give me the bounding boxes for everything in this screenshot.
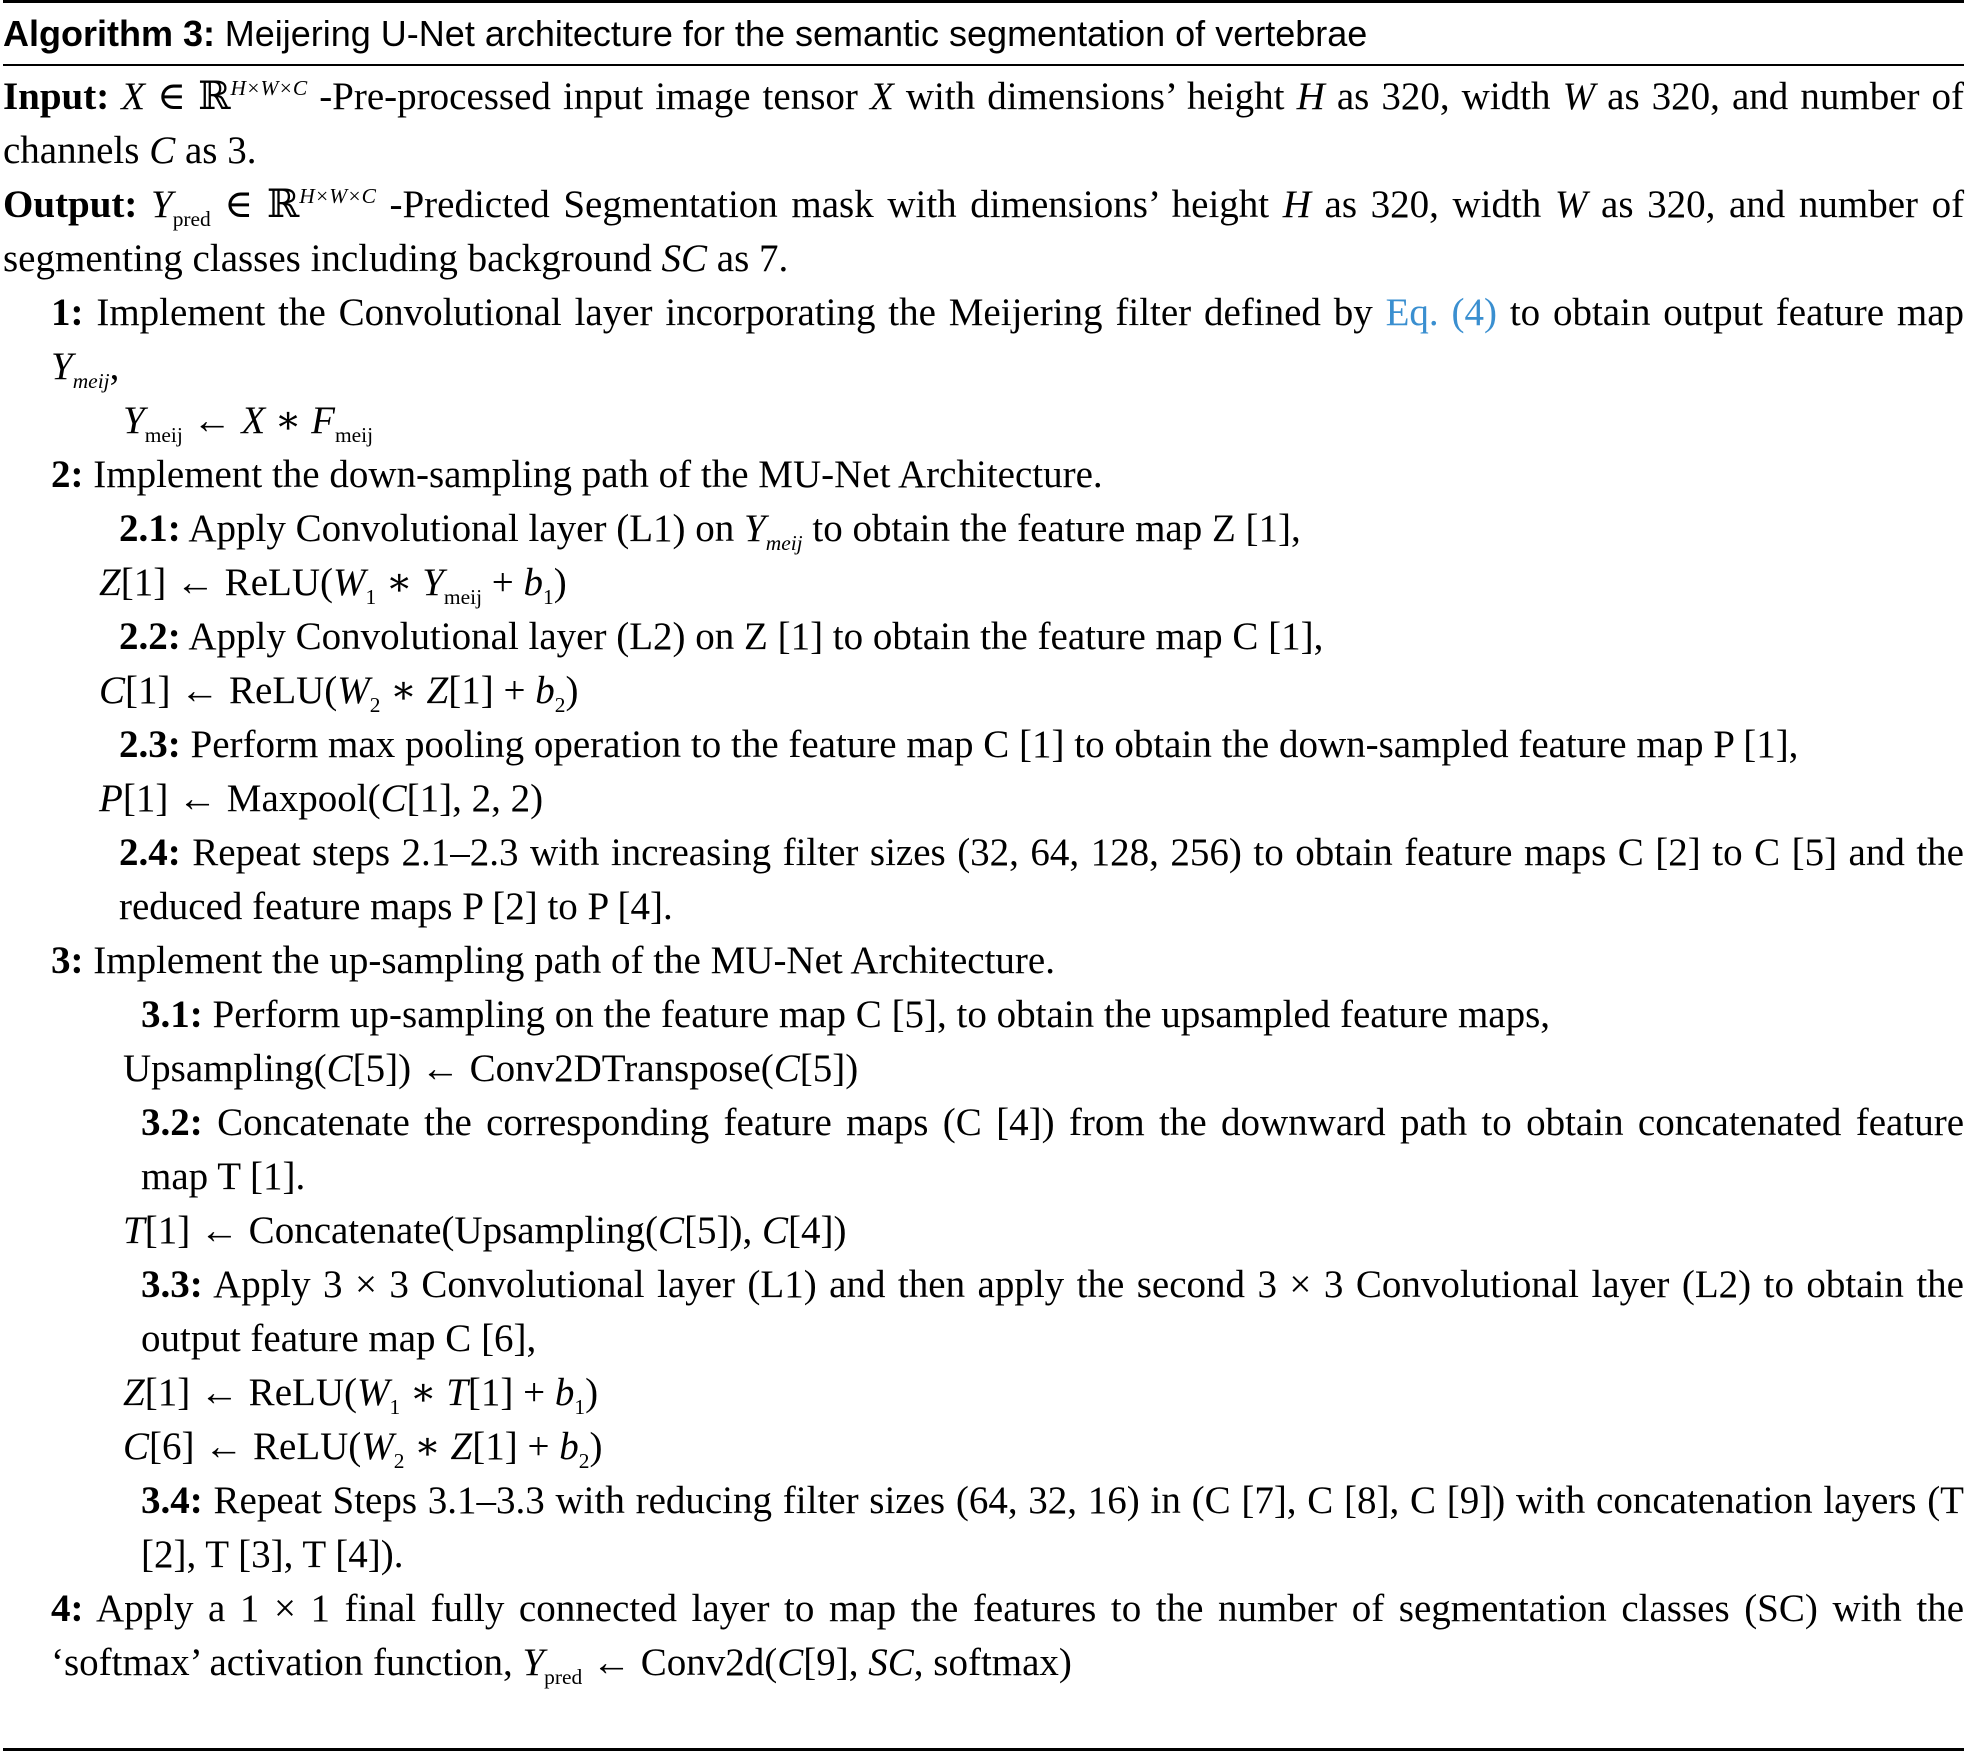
width-symbol: W [1562, 75, 1596, 118]
eq-z-idx: [1] + [448, 669, 536, 712]
eq-w: W [337, 669, 370, 712]
eq-rest: [1], 2, 2) [406, 777, 544, 820]
eq-b-sub: 1 [574, 1394, 586, 1419]
step-3-3 [3, 1258, 1964, 1366]
output-desc-4: as 7. [716, 237, 789, 280]
step-1-number: 1: [51, 291, 84, 334]
algorithm-label: Algorithm 3: [3, 13, 215, 54]
step-3-4 [3, 1474, 1964, 1582]
eq-b-sub: 1 [543, 584, 554, 609]
step-3-2-text: Concatenate the corresponding feature maps (C [4]) from the downward path to obtain concatenated feature map T [1]. [141, 1101, 1964, 1198]
equation-4-link[interactable]: Eq. (4) [1385, 291, 1497, 334]
algorithm-box [3, 0, 1964, 1754]
eq-w-sub: 2 [393, 1448, 405, 1473]
step-1 [3, 286, 1964, 394]
eq-b-sub: 2 [578, 1448, 590, 1473]
step-2-1-number: 2.1: [119, 507, 181, 550]
output-symbol: Y [150, 183, 173, 226]
height-symbol-2: H [1282, 183, 1311, 226]
equation-3-2 [3, 1204, 1964, 1258]
step-2-2-text: Apply Convolutional layer (L2) on Z [1] to obtain the feature map C [1], [188, 615, 1324, 658]
step-4 [3, 1582, 1964, 1690]
eq-op: ∗ [404, 1425, 451, 1468]
equation-3-3b [3, 1420, 1964, 1474]
eq-b: b [559, 1425, 579, 1468]
eq-idx: [1] ← ReLU( [125, 669, 338, 712]
step-2-4-number: 2.4: [119, 831, 181, 874]
eq-b-sub: 2 [554, 692, 566, 717]
input-desc-1: -Pre-processed input image tensor [319, 75, 858, 118]
step-2-1-text-1: Apply Convolutional layer (L1) on [188, 507, 735, 550]
step-3-1-text: Perform up-sampling on the feature map C [5], to obtain the upsampled feature maps, [212, 993, 1551, 1036]
eq-part-c: [5]) [799, 1047, 859, 1090]
step-2 [3, 448, 1964, 502]
eq-arrow: ← [182, 399, 242, 442]
step-3-2-number: 3.2: [141, 1101, 203, 1144]
eq-part-b: [5]) ← Conv2DTranspose( [352, 1047, 774, 1090]
step-1-symbol: Y [51, 345, 73, 388]
eq-part-c: [4]) [788, 1209, 847, 1252]
output-desc-2: as 320, width [1324, 183, 1542, 226]
eq-z: Z [450, 1425, 473, 1468]
eq-lhs: C [99, 669, 126, 712]
step-4-part-b: [9], [803, 1641, 869, 1684]
input-symbol: X [121, 75, 146, 118]
step-4-number: 4: [51, 1587, 84, 1630]
step-2-4-text: Repeat steps 2.1–2.3 with increasing filter sizes (32, 64, 128, 256) to obtain feature maps C [2] to C [5] and the reduced feature maps P [2] to P [4]. [119, 831, 1964, 928]
output-dims: H×W×C [299, 184, 376, 208]
input-desc-3: as 320, width [1336, 75, 1551, 118]
caption-rule [3, 64, 1964, 66]
eq-b: b [554, 1371, 575, 1414]
eq-w-sub: 2 [369, 692, 381, 717]
output-desc-1: -Predicted Segmentation mask with dimensions’ height [389, 183, 1270, 226]
eq-idx: [1] ← ReLU( [120, 561, 333, 604]
eq-lhs: Z [99, 561, 121, 604]
input-desc-5: as 3. [184, 129, 257, 172]
step-3-2 [3, 1096, 1964, 1204]
eq-c2: C [762, 1209, 789, 1252]
step-4-sc: SC [868, 1641, 914, 1684]
eq-w: W [356, 1371, 390, 1414]
eq-t: T [446, 1371, 468, 1414]
output-line [3, 178, 1964, 286]
equation-3-3a [3, 1366, 1964, 1420]
eq-w-sub: 1 [365, 584, 377, 609]
equation-2-1 [3, 556, 1964, 610]
eq-plus: + [482, 561, 524, 604]
eq-t: T [123, 1209, 145, 1252]
eq-op: ∗ [376, 561, 423, 604]
step-1-comma: , [109, 345, 120, 388]
eq-idx: [6] ← ReLU( [149, 1425, 362, 1468]
output-subscript: pred [172, 206, 211, 231]
input-desc-2: with dimensions’ height [905, 75, 1285, 118]
input-line [3, 70, 1964, 178]
step-2-1 [3, 502, 1964, 556]
eq-b: b [535, 669, 555, 712]
eq-part-a: Upsampling( [123, 1047, 327, 1090]
channels-symbol: C [149, 129, 176, 172]
eq-part-b: [5]), [684, 1209, 763, 1252]
step-2-2 [3, 610, 1964, 664]
step-2-3-number: 2.3: [119, 723, 181, 766]
eq-c1: C [658, 1209, 685, 1252]
step-2-1-symbol: Y [744, 507, 766, 550]
algorithm-title: Meijering U-Net architecture for the semantic segmentation of vertebrae [224, 13, 1368, 54]
step-4-part-c: , softmax) [913, 1641, 1072, 1684]
algorithm-caption [3, 6, 1367, 62]
eq-f-sub: meij [334, 422, 374, 447]
eq-op: ∗ [400, 1371, 447, 1414]
input-label: Input: [3, 75, 110, 118]
step-1-text-1: Implement the Convolutional layer incorporating the Meijering filter defined by [96, 291, 1373, 334]
eq-z-idx: [1] + [472, 1425, 560, 1468]
input-desc-4: as 320, and number of channels [3, 75, 1965, 172]
step-3-1-number: 3.1: [141, 993, 203, 1036]
width-symbol-2: W [1554, 183, 1588, 226]
step-3-1 [3, 988, 1964, 1042]
step-3-text: Implement the up-sampling path of the MU-Net Architecture. [93, 939, 1055, 982]
eq-lhs: P [99, 777, 123, 820]
step-3-3-number: 3.3: [141, 1263, 203, 1306]
step-2-text: Implement the down-sampling path of the MU-Net Architecture. [93, 453, 1103, 496]
step-4-part-a: ← Conv2d( [582, 1641, 778, 1684]
equation-3-1 [3, 1042, 1964, 1096]
step-2-4 [3, 826, 1964, 934]
eq-t-idx: [1] + [467, 1371, 555, 1414]
eq-y-sub: meij [443, 584, 483, 609]
eq-z: Z [426, 669, 449, 712]
algorithm-body [3, 70, 1964, 1690]
step-3-number: 3: [51, 939, 84, 982]
eq-w: W [332, 561, 366, 604]
output-desc-3: as 320, and number of segmenting classes including background [3, 183, 1965, 280]
classes-symbol: SC [661, 237, 708, 280]
step-2-number: 2: [51, 453, 84, 496]
step-4-y-sub: pred [544, 1664, 583, 1689]
eq-lhs: Z [123, 1371, 145, 1414]
eq-w-sub: 1 [389, 1394, 401, 1419]
eq-op: ∗ [380, 669, 427, 712]
reals-symbol-2: ℝ [266, 182, 300, 227]
step-2-3 [3, 718, 1964, 772]
eq-w: W [361, 1425, 394, 1468]
step-3-3-text: Apply 3 × 3 Convolutional layer (L1) and then apply the second 3 × 3 Convolutional layer (L2) to obtain the output feature map C [6], [141, 1263, 1964, 1360]
step-4-c: C [777, 1641, 804, 1684]
step-2-1-subscript: meij [765, 530, 803, 555]
eq-idx: [1] ← Maxpool( [122, 777, 381, 820]
height-symbol: H [1296, 75, 1325, 118]
eq-part-a: [1] ← Concatenate(Upsampling( [144, 1209, 659, 1252]
bottom-rule [3, 1748, 1964, 1751]
equation-2-3 [3, 772, 1964, 826]
eq-close: ) [553, 561, 567, 604]
eq-x: X [241, 399, 266, 442]
eq-y: Y [422, 561, 444, 604]
step-3-4-number: 3.4: [141, 1479, 203, 1522]
step-2-3-text: Perform max pooling operation to the feature map C [1] to obtain the down-sampled feature map P [1], [190, 723, 1799, 766]
step-1-subscript: meij [72, 368, 110, 393]
input-dims: H×W×C [230, 76, 308, 100]
eq-close: ) [565, 669, 579, 712]
eq-b: b [523, 561, 544, 604]
eq-y: Y [123, 399, 145, 442]
eq-c: C [380, 777, 407, 820]
equation-2-2 [3, 664, 1964, 718]
equation-meijering [3, 394, 1964, 448]
step-1-text-2: to obtain output feature map [1509, 291, 1964, 334]
eq-f: F [311, 399, 335, 442]
element-of-2: ∈ [224, 183, 254, 226]
output-label: Output: [3, 183, 138, 226]
eq-idx: [1] ← ReLU( [144, 1371, 357, 1414]
eq-c2: C [773, 1047, 800, 1090]
step-2-2-number: 2.2: [119, 615, 181, 658]
step-3-4-text: Repeat Steps 3.1–3.3 with reducing filter sizes (64, 32, 16) in (C [7], C [8], C [9]) with concatenation layers (T [2], T [3], T [4]). [141, 1479, 1965, 1576]
eq-conv-op: ∗ [265, 399, 312, 442]
eq-c1: C [326, 1047, 353, 1090]
step-2-1-text-2: to obtain the feature map Z [1], [812, 507, 1301, 550]
element-of: ∈ [157, 75, 187, 118]
eq-close: ) [589, 1425, 603, 1468]
eq-lhs: C [123, 1425, 150, 1468]
top-rule [3, 0, 1964, 3]
eq-close: ) [585, 1371, 599, 1414]
step-3 [3, 934, 1964, 988]
step-4-y: Y [522, 1641, 545, 1684]
reals-symbol: ℝ [198, 74, 231, 119]
input-symbol-2: X [869, 75, 894, 118]
eq-y-sub: meij [144, 422, 183, 447]
step-4-text: Apply a 1 × 1 final fully connected layer to map the features to the number of segmentation classes (SC) with the ‘softmax’ activation function, [51, 1587, 1965, 1684]
